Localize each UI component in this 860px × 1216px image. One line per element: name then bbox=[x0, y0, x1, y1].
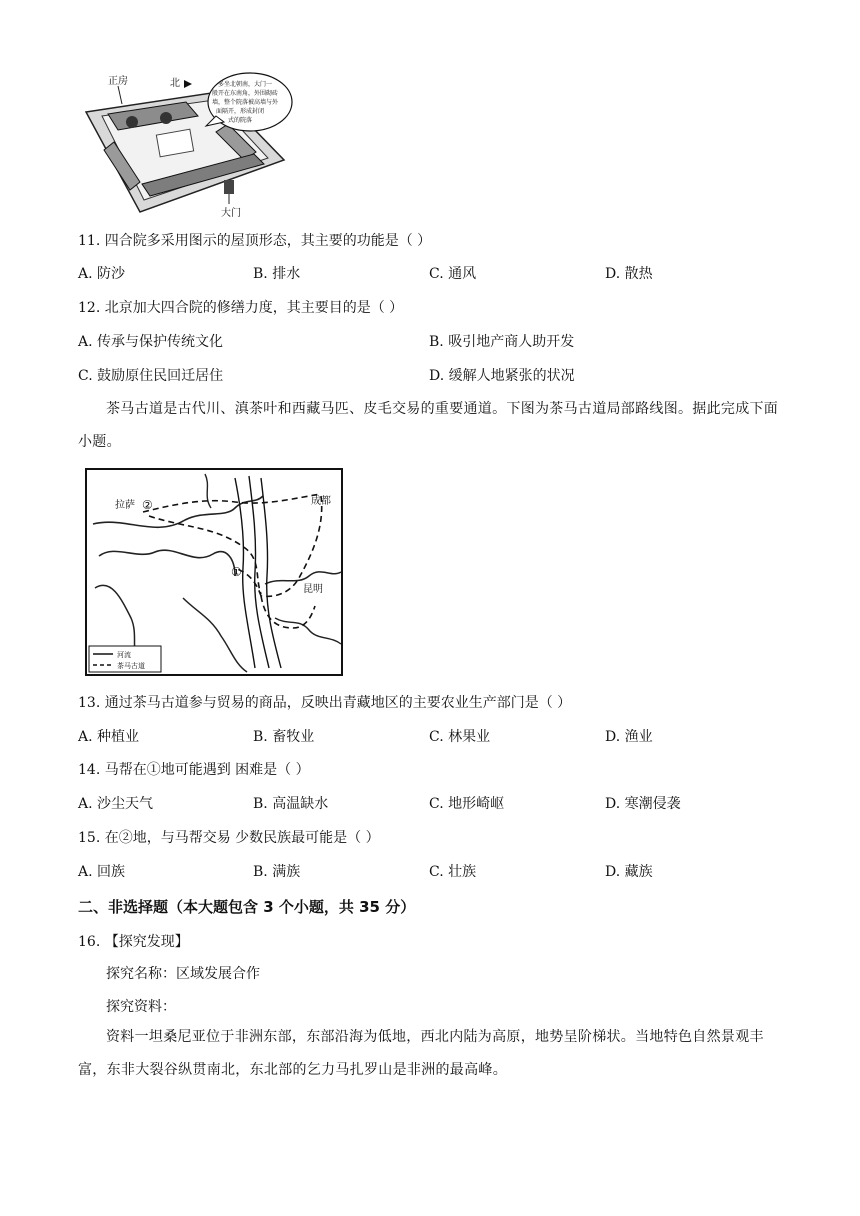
q15-option-b[interactable]: B. 满族 bbox=[253, 864, 301, 880]
label-north: 北 bbox=[170, 78, 180, 89]
q15-option-c[interactable]: C. 壮族 bbox=[429, 864, 477, 880]
marker-2: ② bbox=[142, 498, 153, 512]
gate-marker bbox=[224, 180, 234, 194]
q11-option-c[interactable]: C. 通风 bbox=[429, 266, 477, 282]
q14-option-a[interactable]: A. 沙尘天气 bbox=[78, 796, 154, 812]
tree-icon bbox=[160, 112, 172, 124]
label-gate: 大门 bbox=[221, 208, 241, 219]
q16-topic: 探究名称：区域发展合作 bbox=[106, 966, 260, 982]
question-15-stem: 15. 在②地，与马帮交易 少数民族最可能是（ ） bbox=[78, 830, 380, 846]
tea-horse-road-intro: 茶马古道是古代川、滇茶叶和西藏马匹、皮毛交易的重要通道。下图为茶马古道局部路线图。据此完成下面小题。 bbox=[78, 401, 779, 450]
question-12-stem: 12. 北京加大四合院的修缮力度，其主要目的是（ ） bbox=[78, 300, 404, 316]
question-16-stem: 16. 【探究发现】 bbox=[78, 934, 189, 950]
q13-option-c[interactable]: C. 林果业 bbox=[429, 729, 491, 745]
q13-option-b[interactable]: B. 畜牧业 bbox=[253, 729, 315, 745]
q11-option-d[interactable]: D. 散热 bbox=[605, 266, 653, 282]
marker-1: ① bbox=[231, 565, 242, 579]
q14-option-c[interactable]: C. 地形崎岖 bbox=[429, 796, 505, 812]
north-arrow-icon bbox=[184, 80, 192, 88]
q12-option-b[interactable]: B. 吸引地产商人助开发 bbox=[429, 334, 575, 350]
label-main-room: 正房 bbox=[108, 76, 128, 87]
q12-option-c[interactable]: C. 鼓励原住民回迁居住 bbox=[78, 368, 224, 384]
q15-option-d[interactable]: D. 藏族 bbox=[605, 864, 653, 880]
q16-material-label: 探究资料： bbox=[106, 999, 176, 1015]
label-chengdu: 成都 bbox=[311, 496, 331, 507]
question-13-stem: 13. 通过茶马古道参与贸易的商品，反映出青藏地区的主要农业生产部门是（ ） bbox=[78, 695, 572, 711]
section-2-title: 二、非选择题（本大题包含 3 个小题，共 35 分） bbox=[78, 898, 416, 916]
q13-option-d[interactable]: D. 渔业 bbox=[605, 729, 653, 745]
question-14-stem: 14. 马帮在①地可能遇到 困难是（ ） bbox=[78, 762, 310, 778]
q15-option-a[interactable]: A. 回族 bbox=[78, 864, 126, 880]
tree-icon bbox=[126, 116, 138, 128]
label-kunming: 昆明 bbox=[303, 584, 323, 595]
legend-river-label: 河流 bbox=[117, 651, 131, 659]
label-lhasa: 拉萨 bbox=[115, 500, 135, 511]
legend-road-label: 茶马古道 bbox=[117, 662, 145, 670]
courtyard-house-figure bbox=[78, 72, 293, 220]
q16-material-1: 资料一坦桑尼亚位于非洲东部，东部沿海为低地，西北内陆为高原，地势呈阶梯状。当地特色自然景观丰富，东非大裂谷纵贯南北，东北部的乞力马扎罗山是非洲的最高峰。 bbox=[78, 1029, 764, 1078]
q11-option-a[interactable]: A. 防沙 bbox=[78, 266, 126, 282]
q14-option-b[interactable]: B. 高温缺水 bbox=[253, 796, 329, 812]
q12-option-a[interactable]: A. 传承与保护传统文化 bbox=[78, 334, 224, 350]
callout-text: 多坐北朝南，大门一 般开在东南角，外围砌砖 墙，整个院落被高墙与外 面隔开，形成封闭 式的院落 bbox=[212, 81, 279, 124]
q14-option-d[interactable]: D. 寒潮侵袭 bbox=[605, 796, 681, 812]
q13-option-a[interactable]: A. 种植业 bbox=[78, 729, 140, 745]
q11-option-b[interactable]: B. 排水 bbox=[253, 266, 301, 282]
question-11-stem: 11. 四合院多采用图示的屋顶形态，其主要的功能是（ ） bbox=[78, 233, 432, 249]
tea-horse-road-map bbox=[85, 468, 343, 676]
q12-option-d[interactable]: D. 缓解人地紧张的状况 bbox=[429, 368, 575, 384]
